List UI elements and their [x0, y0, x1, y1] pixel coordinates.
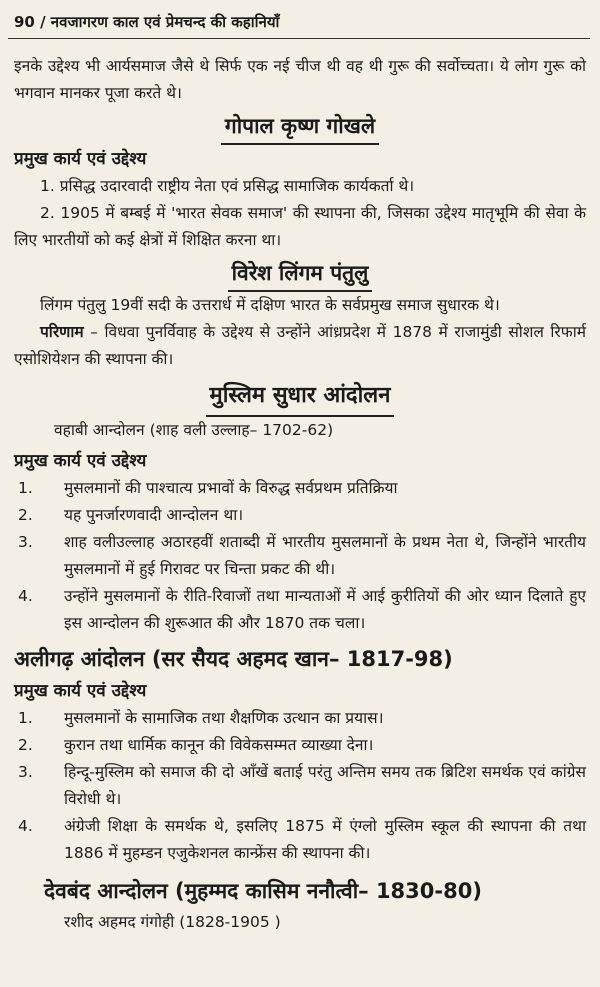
gokhale-heading: गोपाल कृष्ण गोखले: [14, 109, 586, 145]
list-item: 2. कुरान तथा धार्मिक कानून की विवेकसम्मत व्याख्या देना।: [18, 736, 374, 754]
muslim-heading: मुस्लिम सुधार आंदोलन: [14, 377, 586, 417]
list-item: 4. अंग्रेजी शिक्षा के समर्थक थे, इसलिए 1875 में एंग्लो मुस्लिम स्कूल की स्थापना की तथा 1886 में मुहम्डन एजुकेशनल कान्फ्रेंस की स्थापना की।: [18, 817, 586, 862]
result-text: – विधवा पुनर्विवाह के उद्देश्य से उन्होंने आंध्रप्रदेश में 1878 में राजामुंडी सोशल रिफार्म एसोशियेशन की स्थापना की।: [14, 323, 586, 368]
book-title: / नवजागरण काल एवं प्रेमचन्द की कहानियाँ: [40, 13, 280, 31]
deoband-subheading: रशीद अहमद गंगोही (1828-1905 ): [64, 913, 281, 931]
list-item: 3. शाह वलीउल्लाह अठारहवीं शताब्दी में भारतीय मुसलमानों के प्रथम नेता थे, जिन्होंने भारतीय मुसलमानों में हुई गिरावट पर चिन्ता प्रकट की थी।: [18, 533, 586, 578]
page-header: [8, 0, 590, 39]
page-number: 90: [14, 13, 35, 31]
list-item: 3. हिन्दू-मुस्लिम को समाज की दो आँखें बताई परंतु अन्तिम समय तक ब्रिटिश समर्थक एवं कांग्रेस विरोधी थे।: [18, 763, 586, 808]
muslim-subheading: प्रमुख कार्य एवं उद्देश्य: [14, 451, 147, 471]
list-item: 2. यह पुनर्जारणवादी आन्दोलन था।: [18, 506, 244, 524]
virsh-result: [14, 319, 586, 373]
list-item: 1. मुसलमानों की पाश्चात्य प्रभावों के विरुद्ध सर्वप्रथम प्रतिक्रिया: [18, 479, 398, 497]
list-item: 1. मुसलमानों के सामाजिक तथा शैक्षणिक उत्थान का प्रयास।: [18, 709, 384, 727]
aligarh-heading: अलीगढ़ आंदोलन (सर सैयद अहमद खान– 1817-98): [14, 647, 453, 671]
intro-paragraph: इनके उद्देश्य भी आर्यसमाज जैसे थे सिर्फ एक नई चीज थी वह थी गुरू की सर्वोच्चता। ये लोग गुरू को भगवान मानकर पूजा करते थे।: [14, 57, 586, 102]
gokhale-point-1: 1. प्रसिद्ध उदारवादी राष्ट्रीय नेता एवं प्रसिद्ध सामाजिक कार्यकर्ता थे।: [40, 177, 415, 195]
muslim-list: [14, 475, 586, 637]
gokhale-subheading: प्रमुख कार्य एवं उद्देश्य: [14, 149, 147, 169]
virsh-heading: विरेश लिंगम पंतुलु: [14, 256, 586, 292]
list-item: 4. उन्होंने मुसलमानों के रीति-रिवाजों तथा मान्यताओं में आई कुरीतियों की ओर ध्यान दिलाते हुए इस आन्दोलन की शुरूआत की और 1870 तक चला।: [18, 587, 586, 632]
aligarh-subheading: प्रमुख कार्य एवं उद्देश्य: [14, 681, 147, 701]
gokhale-point-2: 2. 1905 में बम्बई में 'भारत सेवक समाज' की स्थापना की, जिसका उद्देश्य मातृभूमि की सेवा के लिए भारतीयों को कई क्षेत्रों में शिक्षित करना था।: [14, 204, 586, 249]
deoband-heading: देवबंद आन्दोलन (मुहम्मद कासिम ननौत्वी– 1830-80): [44, 879, 482, 903]
wahabi-subheading: वहाबी आन्दोलन (शाह वली उल्लाह– 1702-62): [54, 421, 334, 439]
aligarh-list: [14, 705, 586, 867]
virsh-paragraph: लिंगम पंतुलु 19वीं सदी के उत्तरार्ध में दक्षिण भारत के सर्वप्रमुख समाज सुधारक थे।: [40, 296, 500, 314]
result-term: परिणाम: [40, 323, 84, 341]
